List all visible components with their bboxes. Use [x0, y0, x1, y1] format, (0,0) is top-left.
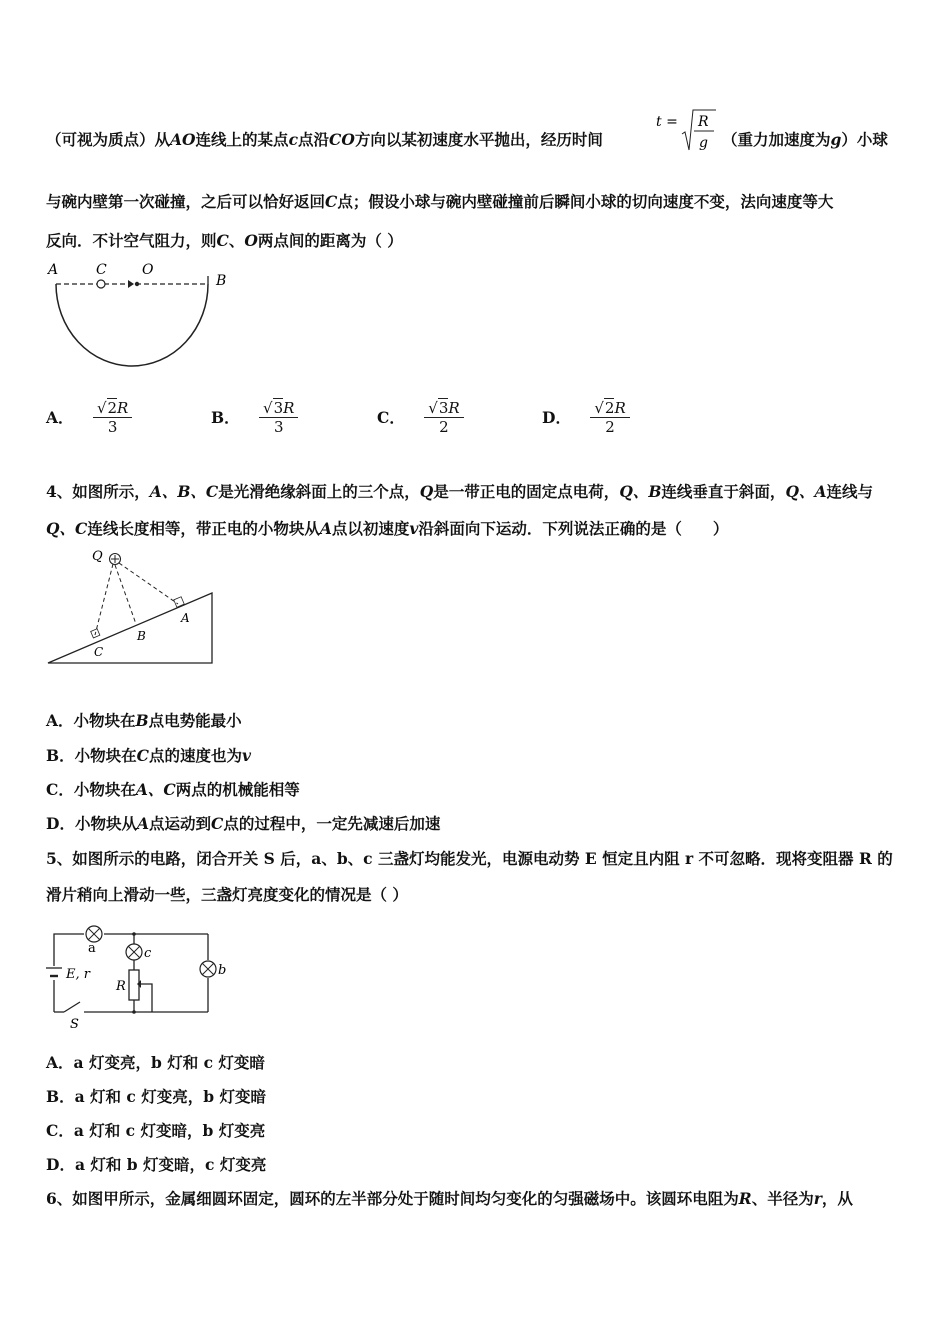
q3-bowl-figure	[44, 258, 244, 377]
q5-option-B[interactable]	[46, 1085, 266, 1107]
q3-text: 点沿	[298, 130, 330, 149]
option-text: 点电势能最小	[148, 711, 242, 730]
option-label: A．	[46, 408, 74, 427]
t-den-text: g	[699, 135, 708, 151]
q4-text: 是光滑绝缘斜面上的三个点，	[218, 482, 420, 501]
label-b: b	[218, 963, 227, 978]
q6-text: 、半径为	[751, 1189, 814, 1208]
q3-text: 点；假设小球与碗内壁碰撞前后瞬间小球的切向速度不变，法向速度等大	[337, 192, 834, 211]
q4-text: 连线与	[826, 482, 873, 501]
q4-line-1	[46, 480, 873, 502]
q3-text: 与碗内壁第一次碰撞，之后可以恰好返回	[46, 192, 326, 211]
t-var-text: t =	[656, 114, 678, 130]
root: 2	[604, 399, 615, 417]
q3-text: ）小球	[841, 130, 888, 149]
label-c: c	[144, 946, 152, 961]
q4-option-B[interactable]	[46, 744, 251, 766]
q4-incline-figure	[44, 544, 224, 673]
option-fraction: $\frac{√2R}{2}$	[590, 398, 629, 436]
root: 3	[438, 399, 449, 417]
option-text: 小物块从	[74, 814, 137, 833]
q5-circuit-figure	[40, 918, 230, 1037]
q3-text: 、	[228, 231, 245, 250]
label-E-r: E, r	[66, 967, 90, 982]
option-label: C．	[377, 408, 405, 427]
q4-option-C[interactable]	[46, 778, 300, 800]
q3-var-C: C	[325, 192, 338, 211]
root: 2	[107, 399, 118, 417]
q4-var: A、B、C	[149, 482, 219, 501]
q3-line-2	[46, 190, 833, 212]
label-B: B	[137, 629, 146, 643]
q3-var-CO: CO	[329, 130, 355, 149]
q5-option-D[interactable]	[46, 1153, 266, 1175]
den: 2	[439, 418, 449, 436]
q4-var: Q、C	[46, 519, 88, 538]
q3-text: （重力加速度为	[722, 130, 831, 149]
option-label: B．	[211, 408, 240, 427]
option-var: A、C	[135, 780, 176, 799]
q3-option-A[interactable]	[46, 398, 132, 436]
q5-line-1	[46, 847, 893, 869]
q4-text: 连线长度相等，带正电的小物块从	[87, 519, 320, 538]
label-Q: Q	[92, 549, 103, 564]
q5-option-C[interactable]	[46, 1119, 265, 1141]
option-fraction: $\frac{√3R}{3}$	[259, 398, 298, 436]
var: R	[117, 399, 129, 417]
q4-text: 是一带正电的固定点电荷，	[433, 482, 620, 501]
label-B: B	[216, 273, 227, 289]
root: 3	[273, 399, 284, 417]
q4-var: v	[409, 519, 419, 538]
option-label: A．	[46, 711, 74, 730]
q4-var: A	[319, 519, 332, 538]
option-var: C	[211, 814, 224, 833]
q4-var: Q、B	[619, 482, 662, 501]
option-text: B．a 灯和 c 灯变亮，b 灯变暗	[46, 1087, 267, 1106]
den: 2	[605, 418, 615, 436]
label-C: C	[94, 645, 104, 659]
q3-line-3	[46, 229, 403, 251]
option-text: C．a 灯和 c 灯变暗，b 灯变亮	[46, 1121, 266, 1140]
q3-option-B[interactable]	[211, 398, 298, 436]
q3-text: 连线上的某点	[195, 130, 289, 149]
q3-var-c: c	[288, 130, 299, 149]
option-label: D．	[542, 408, 571, 427]
q3-line-1	[46, 128, 603, 150]
option-text: D．a 灯和 b 灯变暗，c 灯变亮	[46, 1155, 267, 1174]
q4-option-A[interactable]	[46, 709, 242, 731]
option-text: 点运动到	[149, 814, 212, 833]
option-text: A．a 灯变亮，b 灯和 c 灯变暗	[46, 1053, 265, 1072]
option-text: 小物块在	[74, 746, 137, 765]
q3-var-AO: AO	[170, 130, 196, 149]
t-num-text: R	[698, 114, 709, 130]
q6-line-1	[46, 1187, 853, 1209]
var: R	[448, 399, 460, 417]
circuit-diagram-icon	[40, 918, 230, 1033]
den: 3	[107, 418, 118, 436]
q6-var: r	[813, 1189, 822, 1208]
q4-text: 4、如图所示，	[46, 482, 150, 501]
option-text: 点的过程中，一定先减速后加速	[223, 814, 441, 833]
label-a: a	[88, 941, 96, 956]
option-fraction: $\frac{√2R}{3}$	[93, 398, 132, 436]
q5-option-A[interactable]	[46, 1051, 265, 1073]
q3-option-C[interactable]	[377, 398, 464, 436]
q4-text: 连线垂直于斜面，	[661, 482, 786, 501]
option-text: 两点的机械能相等	[175, 780, 300, 799]
q5-text: 5、如图所示的电路，闭合开关 S 后，a、b、c 三盏灯均能发光，电源电动势 E 恒定且内阻 r 不可忽略．现将变阻器 R 的	[46, 849, 893, 868]
q3-text: 反向．不计空气阻力，则	[46, 231, 217, 250]
label-A: A	[48, 262, 59, 278]
option-var: B	[135, 711, 149, 730]
label-O: O	[142, 262, 154, 278]
incline-diagram-icon	[44, 544, 224, 669]
option-var: C	[136, 746, 149, 765]
q3-text: 两点间的距离为（ ）	[257, 231, 403, 250]
q6-text: 6、如图甲所示，金属细圆环固定，圆环的左半部分处于随时间均匀变化的匀强磁场中。该圆环电阻为	[46, 1189, 739, 1208]
q4-option-D[interactable]	[46, 812, 440, 834]
option-text: 点的速度也为	[148, 746, 242, 765]
label-R: R	[116, 979, 126, 994]
option-var: v	[241, 746, 251, 765]
label-C: C	[96, 262, 107, 278]
q3-var-C: C	[216, 231, 229, 250]
q4-line-2	[46, 517, 728, 539]
q3-var-g: g	[830, 130, 842, 149]
q3-var-O: O	[244, 231, 258, 250]
option-fraction: $\frac{√3R}{2}$	[424, 398, 463, 436]
label-S: S	[70, 1017, 79, 1032]
q6-var: R	[738, 1189, 752, 1208]
den: 3	[273, 418, 284, 436]
q3-line-1-end	[722, 128, 888, 150]
var: R	[283, 399, 295, 417]
q5-text: 滑片稍向上滑动一些，三盏灯亮度变化的情况是（ ）	[46, 885, 408, 904]
q3-time-formula	[656, 104, 718, 158]
q5-line-2	[46, 883, 408, 905]
option-text: 小物块在	[73, 780, 136, 799]
q6-text: ，从	[821, 1189, 853, 1208]
option-label: C．	[46, 780, 74, 799]
bowl-diagram-icon	[44, 258, 244, 373]
q4-text: 点以初速度	[331, 519, 410, 538]
q4-var: Q	[419, 482, 434, 501]
q3-option-D[interactable]	[542, 398, 630, 436]
q3-text: （可视为质点）从	[46, 130, 171, 149]
q4-var: Q、A	[785, 482, 827, 501]
sqrt-formula-icon	[656, 104, 718, 154]
option-text: 小物块在	[73, 711, 136, 730]
q3-text: 方向以某初速度水平抛出，经历时间	[354, 130, 603, 149]
option-label: D．	[46, 814, 75, 833]
var: R	[614, 399, 626, 417]
option-label: B．	[46, 746, 75, 765]
option-var: A	[136, 814, 149, 833]
label-A: A	[181, 611, 190, 625]
q4-text: 沿斜面向下运动．下列说法正确的是（ ）	[418, 519, 729, 538]
